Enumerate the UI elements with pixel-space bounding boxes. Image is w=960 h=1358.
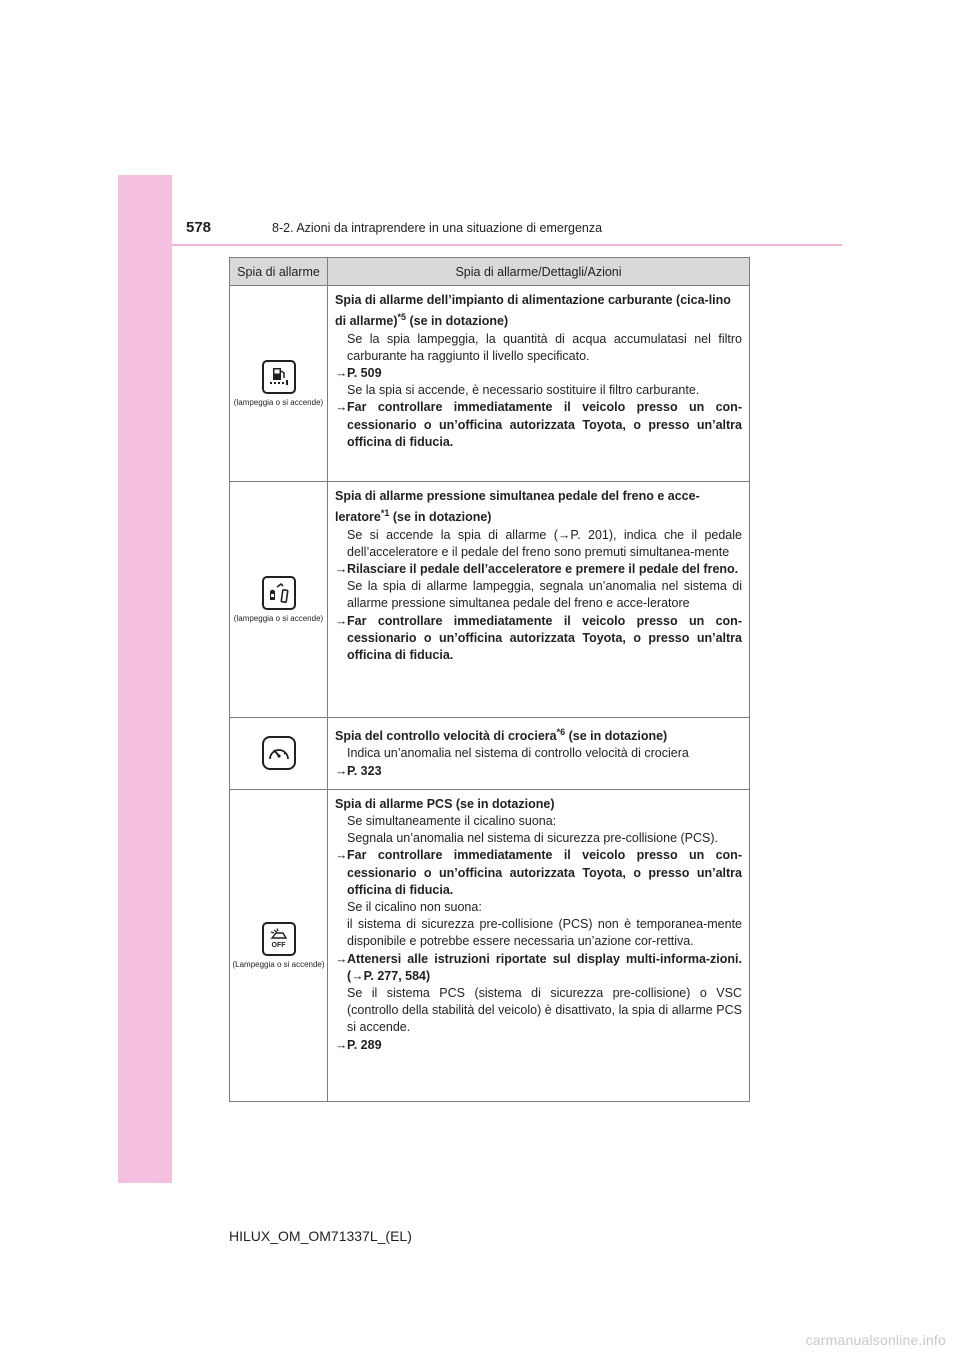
icon-note: (lampeggia o si accende): [233, 398, 324, 407]
warning-title: Spia di allarme pressione simultanea pedale del freno e acce-leratore$^{*1}$ (se in dotazione): [335, 489, 700, 525]
warning-title: Spia di allarme dell’impianto di alimentazione carburante (cica-lino di allarme)$^{*5}$ (se in dotazione): [335, 293, 731, 329]
icon-cell: [230, 789, 328, 1101]
watermark: carmanualsonline.info: [805, 1332, 946, 1348]
manual-code: HILUX_OM_OM71337L_(EL): [229, 1228, 412, 1244]
icon-cell: [230, 482, 328, 718]
warning-title: Spia del controllo velocità di crociera$^{*6}$ (se in dotazione): [335, 727, 668, 744]
pcs-off-icon: [262, 922, 296, 956]
column-header-details: Spia di allarme/Dettagli/Azioni: [328, 258, 750, 286]
warning-lights-table: [229, 257, 750, 1102]
details-cell: [328, 482, 750, 718]
page-reference: → P. 289: [335, 1037, 382, 1052]
page-reference: → P. 509: [335, 365, 382, 380]
chapter-tab-band: [118, 175, 172, 1183]
details-cell: [328, 718, 750, 790]
detail-text: Se il cicalino non suona:: [347, 899, 482, 914]
action-text: → Attenersi alle istruzioni riportate sul display multi-informa-zioni. (→P. 277, 584): [335, 951, 742, 983]
detail-text: Se la spia si accende, è necessario sostituire il filtro carburante.: [347, 383, 700, 398]
details-cell: [328, 789, 750, 1101]
detail-text: Se il sistema PCS (sistema di sicurezza pre-collisione) o VSC (controllo della stabilità del veicolo) è disattivato, la spia di allarme PCS si accende.: [347, 986, 742, 1035]
column-header-light: Spia di allarme: [230, 258, 328, 286]
action-text: → Far controllare immediatamente il veicolo presso un con-cessionario o un’officina autorizzata Toyota, o presso un’altra officina di fiducia.: [335, 613, 742, 662]
brake-override-icon: [262, 576, 296, 610]
warning-title: Spia di allarme PCS (se in dotazione): [335, 796, 555, 811]
table-header-row: [230, 258, 750, 286]
pcs-off-label: OFF: [271, 941, 286, 949]
detail-text: Indica un’anomalia nel sistema di controllo velocità di crociera: [347, 746, 689, 761]
detail-text: Se si accende la spia di allarme (→P. 201), indica che il pedale dell’acceleratore e il pedale del freno sono premuti simultanea-mente: [347, 527, 742, 559]
table-row: [230, 789, 750, 1101]
page-number: 578: [186, 219, 212, 236]
header-divider: [172, 244, 842, 246]
detail-text: Se la spia lampeggia, la quantità di acqua accumulatasi nel filtro carburante ha raggiunto il livello specificato.: [347, 331, 742, 363]
icon-cell: [230, 718, 328, 790]
cruise-control-icon: [262, 736, 296, 770]
action-text: → Rilasciare il pedale dell’acceleratore e premere il pedale del freno.: [335, 561, 739, 576]
details-cell: [328, 286, 750, 482]
detail-text: Se simultaneamente il cicalino suona:: [347, 813, 557, 828]
table-row: [230, 718, 750, 790]
detail-text: Se la spia di allarme lampeggia, segnala un’anomalia nel sistema di allarme pressione simultanea pedale del freno e acce-leratore: [347, 579, 742, 611]
action-text: → Far controllare immediatamente il veicolo presso un con-cessionario o un’officina autorizzata Toyota, o presso un’altra officina di fiducia.: [335, 400, 742, 449]
table-row: [230, 482, 750, 718]
section-title: 8-2. Azioni da intraprendere in una situazione di emergenza: [272, 221, 603, 235]
detail-text: Segnala un’anomalia nel sistema di sicurezza pre-collisione (PCS).: [347, 831, 719, 846]
action-text: → Far controllare immediatamente il veicolo presso un con-cessionario o un’officina autorizzata Toyota, o presso un’altra officina di fiducia.: [335, 848, 742, 897]
detail-text: il sistema di sicurezza pre-collisione (PCS) non è temporanea-mente disponibile e potrebbe essere necessaria un’azione cor-rettiva.: [347, 917, 742, 949]
table-row: [230, 286, 750, 482]
icon-cell: [230, 286, 328, 482]
icon-note: (lampeggia o si accende): [233, 614, 324, 623]
page-reference: → P. 323: [335, 763, 382, 778]
icon-note: (Lampeggia o si accende): [232, 959, 325, 969]
fuel-filter-water-icon: [262, 360, 296, 394]
